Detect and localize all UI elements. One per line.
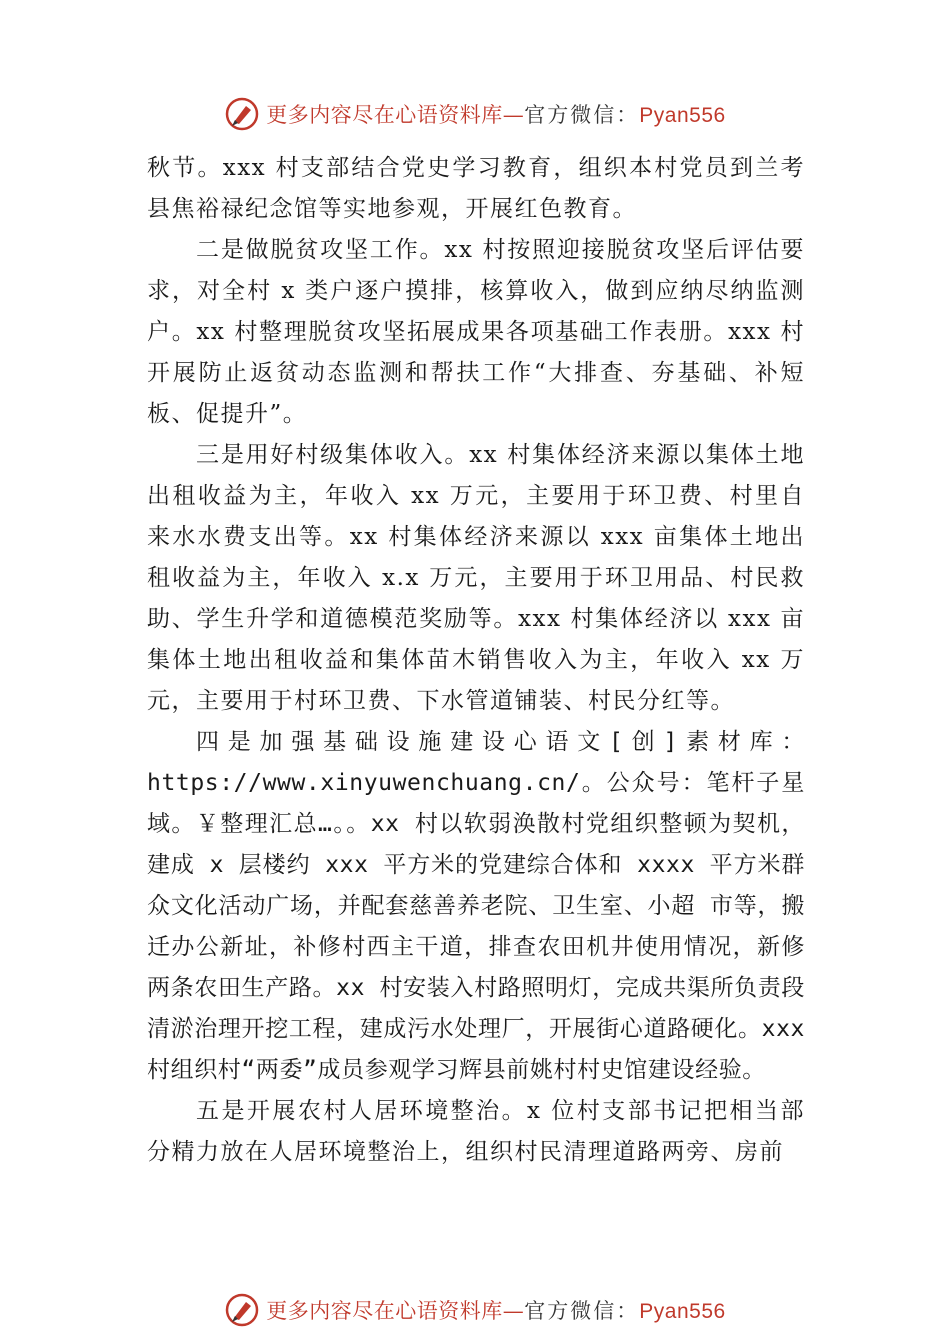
paragraph-infrastructure: 四是加强基础设施建设心语文[创]素材库：https://www.xinyuwenchuang.cn/。公众号：笔杆子星域。￥整理汇总…。。xx 村以软弱涣散村党组织整顿为契机，建成 x 层楼约 xxx 平方米的党建综合体和 xxxx 平方米群众文化活动广场，并配套慈善养老院、卫生室、小超 市等，搬迁办公新址，补修村西主干道，排查农田机井使用情况，新修两条农田生产路。xx 村安装入村路照明灯，完成共渠所负责段清淤治理开挖工程，建成污水处理厂，开展街心道路硬化。xxx 村组织村“两委”成员参观学习辉县前姚村村史馆建设经验。 bbox=[147, 729, 805, 1083]
footer-text bbox=[266, 1295, 725, 1325]
paragraph-continuation: 秋节。xxx 村支部结合党史学习教育，组织本村党员到兰考县焦裕禄纪念馆等实地参观，开展红色教育。 bbox=[147, 155, 805, 222]
paragraph-poverty-alleviation: 二是做脱贫攻坚工作。xx 村按照迎接脱贫攻坚后评估要求，对全村 x 类户逐户摸排，核算收入，做到应纳尽纳监测户。xx 村整理脱贫攻坚拓展成果各项基础工作表册。xxx 村开展防止返贫动态监测和帮扶工作“大排查、夯基础、补短板、促提升”。 bbox=[147, 237, 805, 427]
header-banner bbox=[0, 94, 950, 134]
footer-wechat-id: Pyan556 bbox=[639, 1300, 726, 1323]
paragraph-collective-income: 三是用好村级集体收入。xx 村集体经济来源以集体土地出租收益为主，年收入 xx 万元，主要用于环卫费、村里自来水水费支出等。xx 村集体经济来源以 xxx 亩集体土地出租收益为主，年收入 x.x 万元，主要用于环卫用品、村民救助、学生升学和道德模范奖励等。xxx 村集体经济以 xxx 亩集体土地出租收益和集体苗木销售收入为主，年收入 xx 万元，主要用于村环卫费、下水管道铺装、村民分红等。 bbox=[147, 442, 805, 714]
footer-official-label: 官方微信： bbox=[524, 1299, 640, 1323]
paragraph-environment: 五是开展农村人居环境整治。x 位村支部书记把相当部分精力放在人居环境整治上，组织村民清理道路两旁、房前 bbox=[147, 1098, 805, 1165]
document-body bbox=[147, 148, 805, 1173]
header-text bbox=[266, 99, 725, 129]
pen-nib-logo-icon bbox=[224, 1292, 260, 1328]
pen-nib-logo-icon bbox=[224, 96, 260, 132]
header-official-label: 官方微信： bbox=[524, 103, 640, 127]
footer-site: 更多内容尽在心语资料库 bbox=[266, 1299, 503, 1323]
footer-banner bbox=[0, 1290, 950, 1330]
header-dash: — bbox=[502, 103, 525, 127]
header-wechat-id: Pyan556 bbox=[639, 104, 726, 127]
footer-dash: — bbox=[502, 1299, 525, 1323]
header-site: 更多内容尽在心语资料库 bbox=[266, 103, 503, 127]
